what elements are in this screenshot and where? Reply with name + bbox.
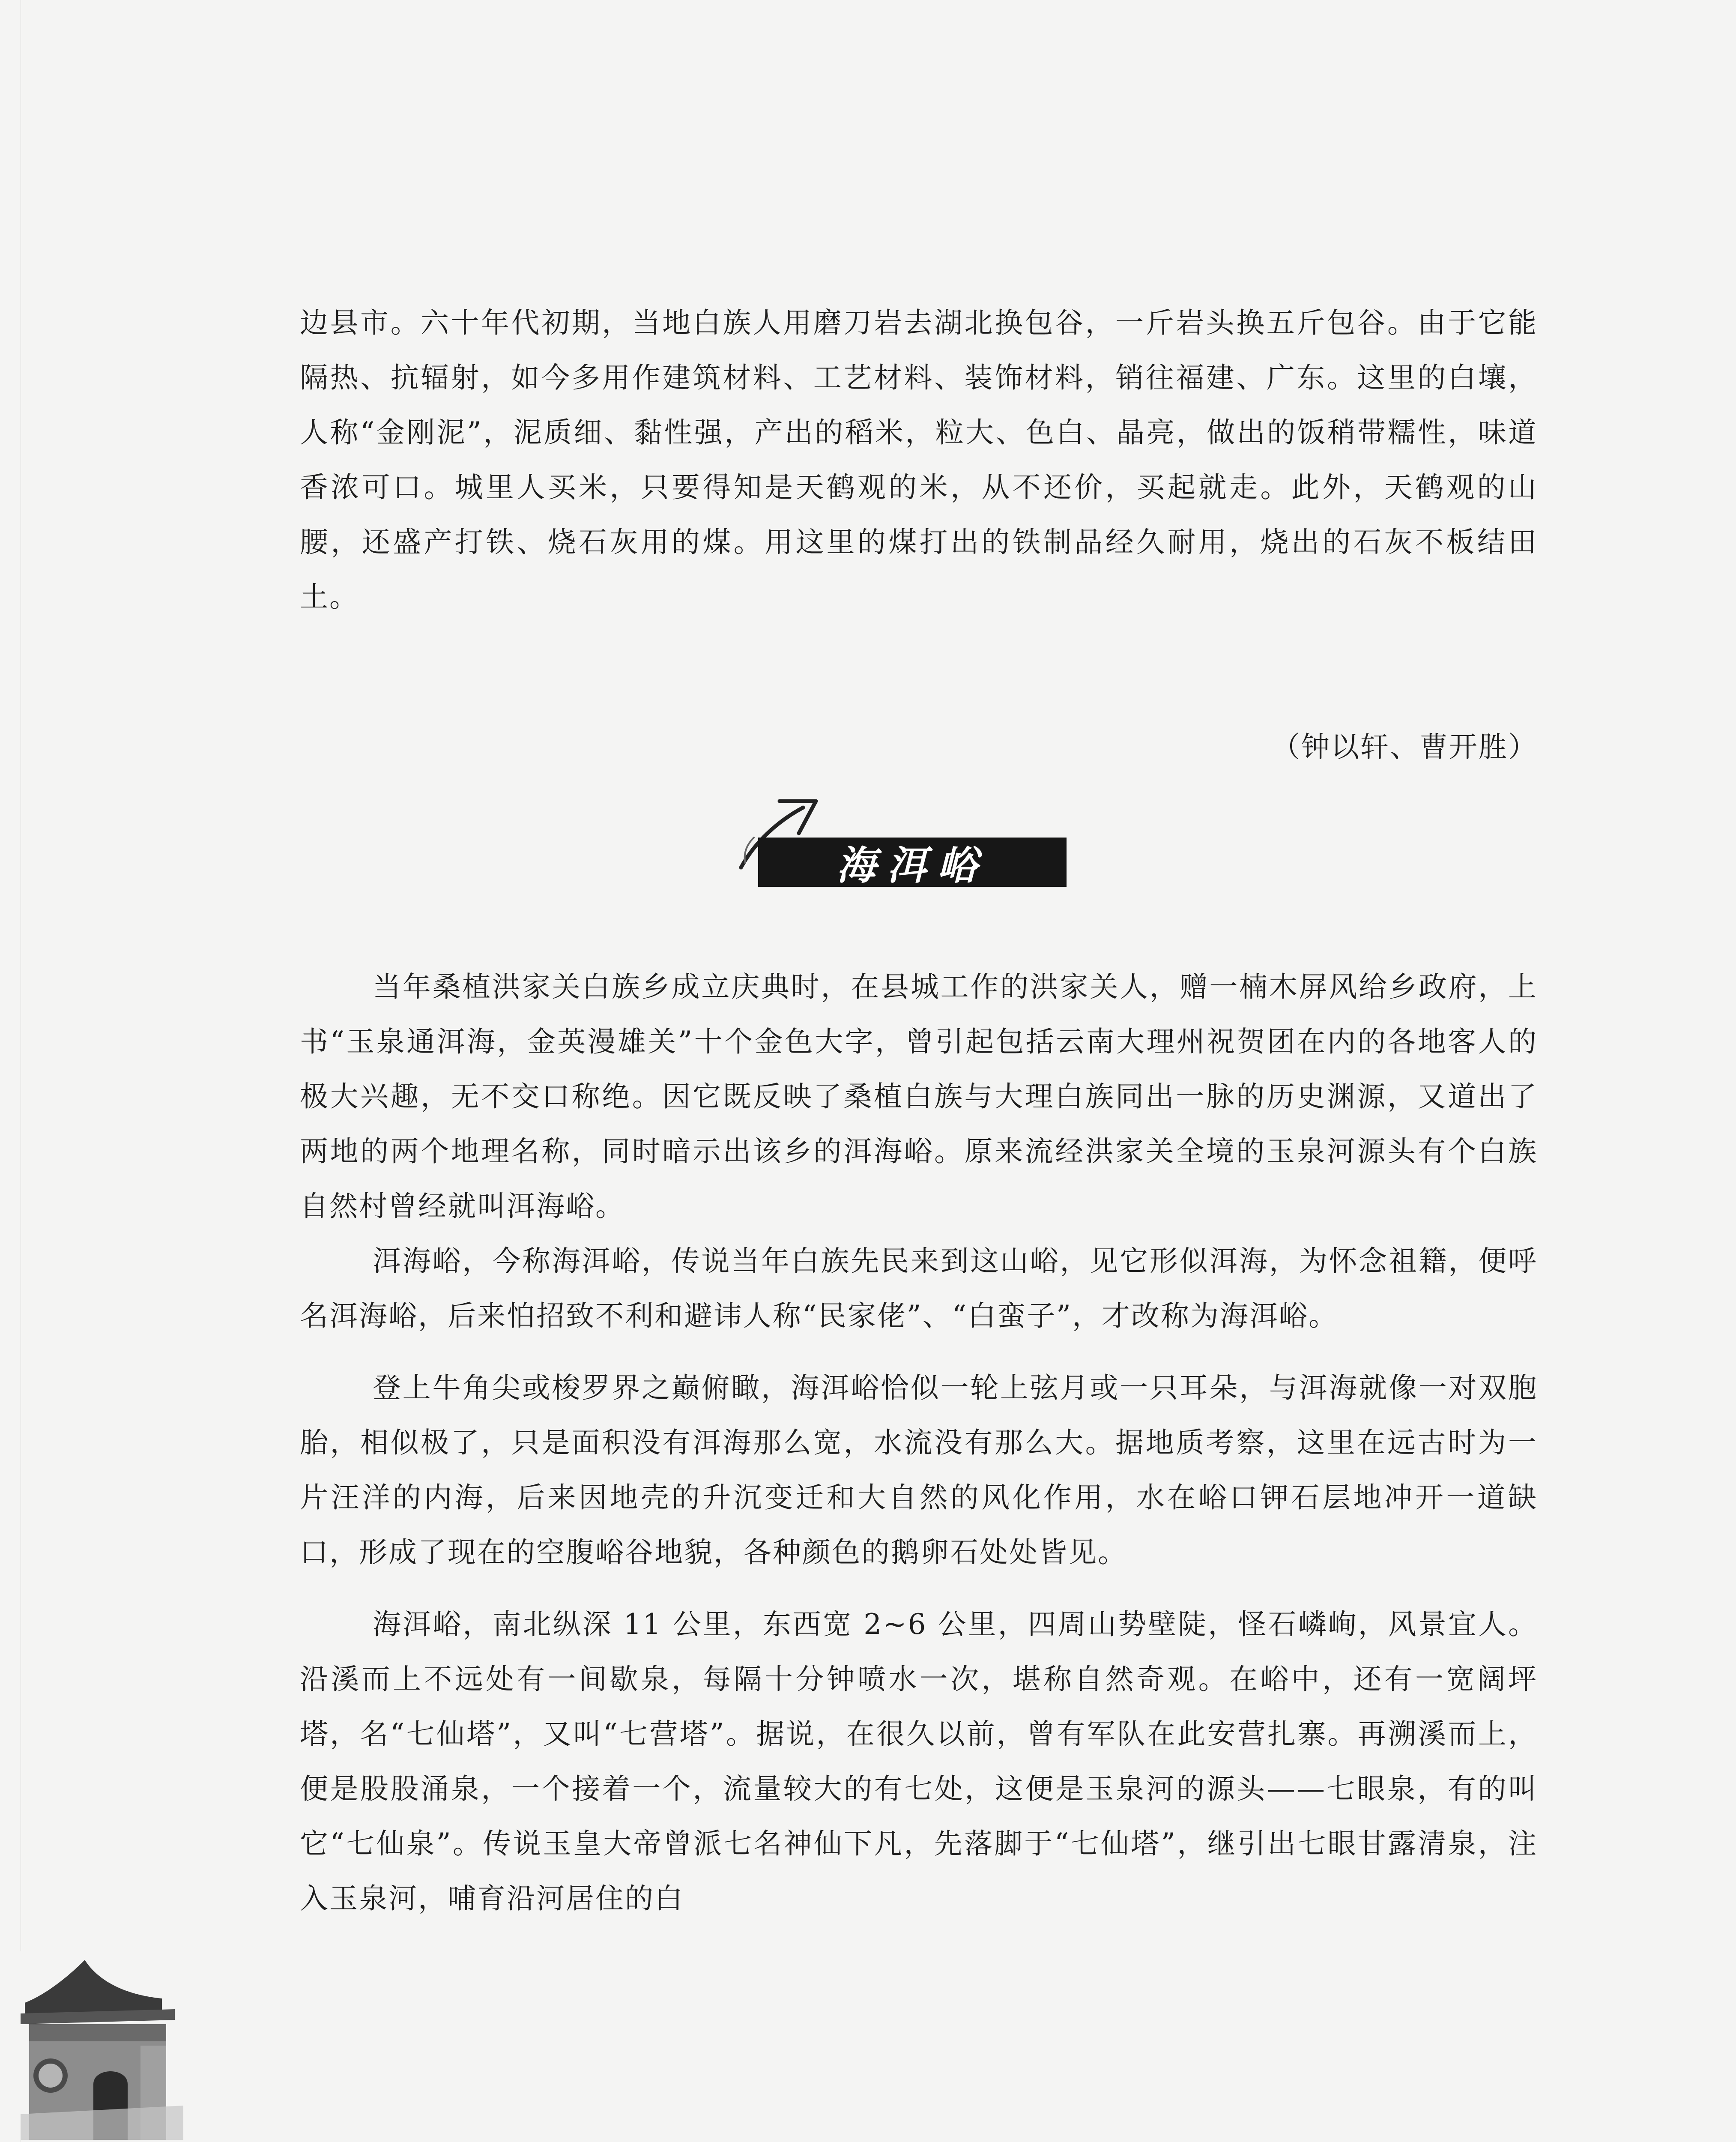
- book-title: [45, 2138, 194, 2142]
- body-text-block: [300, 960, 1538, 1926]
- top-paragraph-block: [300, 296, 1538, 625]
- body-paragraph: 当年桑植洪家关白族乡成立庆典时，在县城工作的洪家关人，赠一楠木屏风给乡政府，上书“玉泉通洱海，金英漫雄关”十个金色大字，曾引起包括云南大理州祝贺团在内的各地客人的极大兴趣，无不交口称绝。因它既反映了桑植白族与大理白族同出一脉的历史渊源，又道出了两地的两个地理名称，同时暗示出该乡的洱海峪。原来流经洪家关全境的玉泉河源头有个白族自然村曾经就叫洱海峪。: [300, 970, 1538, 1223]
- top-paragraph: 边县市。六十年代初期，当地白族人用磨刀岩去湖北换包谷，一斤岩头换五斤包谷。由于它能隔热、抗辐射，如今多用作建筑材料、工艺材料、装饰材料，销往福建、广东。这里的白壤，人称“金刚泥”，泥质细、黏性强，产出的稻米，粒大、色白、晶亮，做出的饭稍带糯性，味道香浓可口。城里人买米，只要得知是天鹤观的米，从不还价，买起就走。此外，天鹤观的山腰，还盛产打铁、烧石灰用的煤。用这里的煤打出的铁制品经久耐用，烧出的石灰不板结田土。: [300, 306, 1538, 613]
- temple-photo: [21, 1951, 183, 2140]
- body-paragraph: 海洱峪，南北纵深 11 公里，东西宽 2~6 公里，四周山势壁陡，怪石嶙峋，风景宜人。沿溪而上不远处有一间歇泉，每隔十分钟喷水一次，堪称自然奇观。在峪中，还有一宽阔坪塔，名“七仙塔”，又叫“七营塔”。据说，在很久以前，曾有军队在此安营扎寨。再溯溪而上，便是股股涌泉，一个接着一个，流量较大的有七处，这便是玉泉河的源头——七眼泉，有的叫它“七仙泉”。传说玉皇大帝曾派七名神仙下凡，先落脚于“七仙塔”，继引出七眼甘露清泉，注入玉泉河，哺育沿河居住的白: [300, 1608, 1538, 1915]
- temple-illustration-icon: [21, 1951, 183, 2140]
- author-credit: （钟以轩、曹开胜）: [1272, 730, 1538, 763]
- body-paragraph: 登上牛角尖或梭罗界之巅俯瞰，海洱峪恰似一轮上弦月或一只耳朵，与洱海就像一对双胞胎，相似极了，只是面积没有洱海那么宽，水流没有那么大。据地质考察，这里在远古时为一片汪洋的内海，后来因地壳的升沉变迁和大自然的风化作用，水在峪口钾石层地冲开一道缺口，形成了现在的空腹峪谷地貌，各种颜色的鹅卵石处处皆见。: [300, 1371, 1538, 1569]
- section-title: 海洱峪: [836, 842, 988, 889]
- section-title-bar: [758, 838, 1067, 887]
- section-heading: [728, 788, 1071, 895]
- body-paragraph: 洱海峪，今称海洱峪，传说当年白族先民来到这山峪，见它形似洱海，为怀念祖籍，便呼名洱海峪，后来怕招致不利和避讳人称“民家佬”、“白蛮子”，才改称为海洱峪。: [300, 1245, 1538, 1332]
